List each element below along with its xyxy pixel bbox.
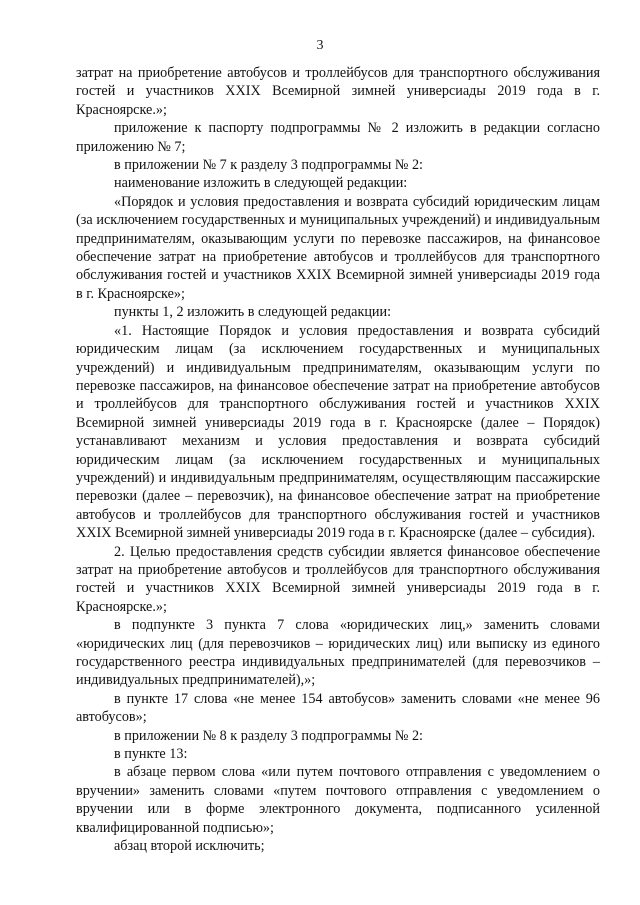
paragraph: «Порядок и условия предоставления и возврата субсидий юридическим лицам (за исключением государственных и муниципальных учреждений) и индивидуальным предпринимателям, оказывающим услуги по перевозке пассажиров, на финансовое обеспечение затрат на приобретение автобусов и троллейбусов для транспортного обслуживания гостей и участников XXIX Всемирной зимней универсиады 2019 года в г. Красноярске»; <box>76 193 600 302</box>
paragraph: в абзаце первом слова «или путем почтового отправления с уведомлением о вручении» заменить словами «путем почтового отправления с уведомлением о вручении или в форме электронного документа, подписанного усиленной квалифицированной подписью»; <box>76 764 600 836</box>
paragraph: в приложении № 8 к разделу 3 подпрограммы № 2: <box>114 727 423 744</box>
paragraph: в пункте 13: <box>114 746 188 763</box>
paragraph: абзац второй исключить; <box>114 838 265 855</box>
paragraph: «1. Настоящие Порядок и условия предоставления и возврата субсидий юридическим лицам (за исключением государственных и муниципальных учреждений) и индивидуальным предпринимателям, оказывающим услуги по перевозке пассажиров, на финансовое обеспечение затрат на приобретение автобусов и троллейбусов для транспортного обслуживания гостей и участников XXIX Всемирной зимней универсиады 2019 года в г. Красноярске (далее – Порядок) устанавливают механизм и условия предоставления и возврата субсидий юридическим лицам (за исключением государственных и муниципальных учреждений) и индивидуальным предпринимателям, осуществляющим пассажирские перевозки (далее – перевозчик), на финансовое обеспечение затрат на приобретение автобусов и троллейбусов для транспортного обслуживания гостей и участников XXIX Всемирной зимней универсиады 2019 года в г. Красноярске (далее – субсидия). <box>76 322 600 542</box>
paragraph: в приложении № 7 к разделу 3 подпрограммы № 2: <box>114 157 423 174</box>
paragraph: в пункте 17 слова «не менее 154 автобусов» заменить словами «не менее 96 автобусов»; <box>76 690 600 726</box>
paragraph-continuation: затрат на приобретение автобусов и троллейбусов для транспортного обслуживания гостей и участников XXIX Всемирной зимней универсиады 2019 года в г. Красноярске.»; <box>76 65 600 118</box>
paragraph: наименование изложить в следующей редакции: <box>114 175 408 192</box>
paragraph: приложение к паспорту подпрограммы № 2 изложить в редакции согласно приложению № 7; <box>76 120 600 155</box>
paragraph: в подпункте 3 пункта 7 слова «юридических лиц,» заменить словами «юридических лиц (для перевозчиков – юридических лиц) или выписку из единого государственного реестра индивидуальных предпринимателей (для перевозчиков – индивидуальных предпринимателей),»; <box>76 617 600 689</box>
document-body <box>76 64 600 855</box>
page-number: 3 <box>316 38 324 53</box>
paragraph: пункты 1, 2 изложить в следующей редакции: <box>114 304 392 321</box>
paragraph: 2. Целью предоставления средств субсидии является финансовое обеспечение затрат на приобретение автобусов и троллейбусов для транспортного обслуживания гостей и участников XXIX Всемирной зимней универсиады 2019 года в г. Красноярске.»; <box>76 543 600 615</box>
